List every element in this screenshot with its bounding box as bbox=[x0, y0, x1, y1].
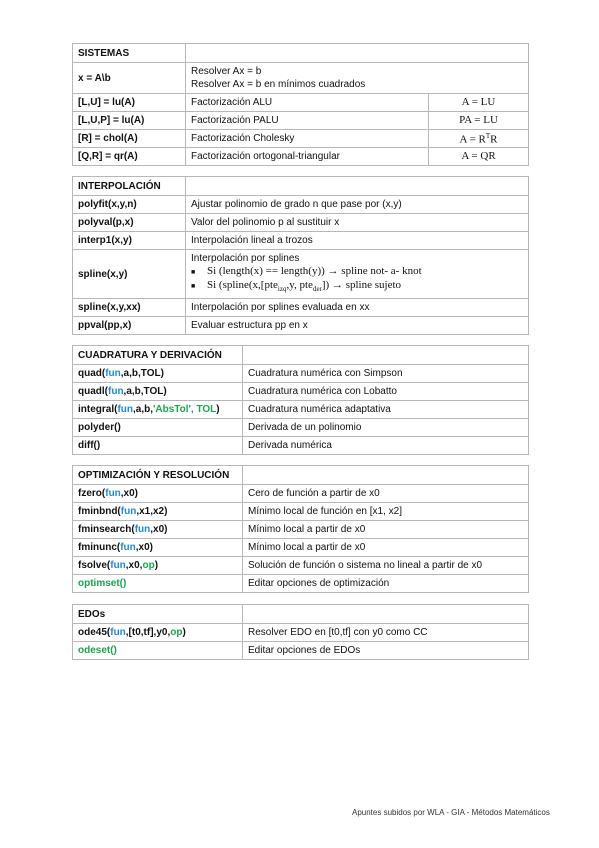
command-cell: fsolve(fun,x0,op) bbox=[73, 557, 243, 575]
table-row bbox=[73, 605, 529, 624]
table-row bbox=[73, 177, 529, 196]
description-cell: Factorización Cholesky bbox=[186, 130, 429, 148]
optimizacion-table bbox=[72, 465, 529, 593]
table-row bbox=[73, 112, 529, 130]
command-cell: x = A\b bbox=[73, 63, 186, 94]
math-cell: A = QR bbox=[429, 148, 529, 166]
command-cell: [L,U,P] = lu(A) bbox=[73, 112, 186, 130]
table-row bbox=[73, 94, 529, 112]
description-cell: Cuadratura numérica con Lobatto bbox=[243, 383, 529, 401]
table-row bbox=[73, 250, 529, 299]
command-cell: spline(x,y) bbox=[73, 250, 186, 299]
table-row bbox=[73, 148, 529, 166]
table-row bbox=[73, 419, 529, 437]
table-row bbox=[73, 485, 529, 503]
bullet-item: ■ Si (length(x) == length(y)) → spline not- a- knot bbox=[191, 264, 422, 277]
description-cell: Resolver EDO en [t0,tf] con y0 como CC bbox=[243, 624, 529, 642]
table-row bbox=[73, 437, 529, 455]
table-row bbox=[73, 232, 529, 250]
description-cell: Resolver Ax = b Resolver Ax = b en mínimos cuadrados bbox=[186, 63, 529, 94]
command-cell: interp1(x,y) bbox=[73, 232, 186, 250]
table-row bbox=[73, 130, 529, 148]
description-cell: Valor del polinomio p al sustituir x bbox=[186, 214, 529, 232]
math-cell: A = LU bbox=[429, 94, 529, 112]
table-row bbox=[73, 383, 529, 401]
section-title: EDOs bbox=[73, 605, 243, 624]
table-row bbox=[73, 503, 529, 521]
section-title: INTERPOLACIÓN bbox=[73, 177, 186, 196]
table-row bbox=[73, 642, 529, 660]
description-cell: Factorización PALU bbox=[186, 112, 429, 130]
command-cell: [R] = chol(A) bbox=[73, 130, 186, 148]
description-cell: Mínimo local de función en [x1, x2] bbox=[243, 503, 529, 521]
bullet-item: ■ Si (spline(x,[pte$_{izq}$,y, pte$_{der}$]) → spline sujeto bbox=[191, 278, 402, 294]
table-row bbox=[73, 575, 529, 593]
table-row bbox=[73, 521, 529, 539]
description-cell: Derivada numérica bbox=[243, 437, 529, 455]
command-cell: ode45(fun,[t0,tf],y0,op) bbox=[73, 624, 243, 642]
command-cell: quad(fun,a,b,TOL) bbox=[73, 365, 243, 383]
table-row bbox=[73, 346, 529, 365]
table-row bbox=[73, 44, 529, 63]
section-title: OPTIMIZACIÓN Y RESOLUCIÓN bbox=[73, 466, 243, 485]
description-cell: Editar opciones de EDOs bbox=[243, 642, 529, 660]
table-row bbox=[73, 196, 529, 214]
description-cell: Factorización ALU bbox=[186, 94, 429, 112]
description-cell: Cuadratura numérica con Simpson bbox=[243, 365, 529, 383]
table-row bbox=[73, 365, 529, 383]
command-cell: optimset() bbox=[73, 575, 243, 593]
sistemas-table bbox=[72, 43, 529, 166]
command-cell: polyder() bbox=[73, 419, 243, 437]
description-cell: Mínimo local a partir de x0 bbox=[243, 539, 529, 557]
command-cell: fminunc(fun,x0) bbox=[73, 539, 243, 557]
table-row bbox=[73, 466, 529, 485]
command-cell: polyfit(x,y,n) bbox=[73, 196, 186, 214]
description-cell: Derivada de un polinomio bbox=[243, 419, 529, 437]
command-cell: spline(x,y,xx) bbox=[73, 299, 186, 317]
command-cell: fminsearch(fun,x0) bbox=[73, 521, 243, 539]
math-cell: PA = LU bbox=[429, 112, 529, 130]
command-cell: [Q,R] = qr(A) bbox=[73, 148, 186, 166]
description-cell: Ajustar polinomio de grado n que pase por (x,y) bbox=[186, 196, 529, 214]
section-title: SISTEMAS bbox=[73, 44, 186, 63]
table-row bbox=[73, 63, 529, 94]
table-row bbox=[73, 557, 529, 575]
interpolacion-table bbox=[72, 176, 529, 335]
command-cell: ppval(pp,x) bbox=[73, 317, 186, 335]
description-cell: Interpolación lineal a trozos bbox=[186, 232, 529, 250]
command-cell: quadl(fun,a,b,TOL) bbox=[73, 383, 243, 401]
table-row bbox=[73, 624, 529, 642]
command-cell: polyval(p,x) bbox=[73, 214, 186, 232]
command-cell: fzero(fun,x0) bbox=[73, 485, 243, 503]
description-cell: Cero de función a partir de x0 bbox=[243, 485, 529, 503]
description-cell: Interpolación por splines evaluada en xx bbox=[186, 299, 529, 317]
table-row bbox=[73, 401, 529, 419]
table-row bbox=[73, 299, 529, 317]
section-title: CUADRATURA Y DERIVACIÓN bbox=[73, 346, 243, 365]
math-cell: $A = R^TR$ bbox=[429, 130, 529, 148]
command-cell: diff() bbox=[73, 437, 243, 455]
command-cell: integral(fun,a,b,'AbsTol', TOL) bbox=[73, 401, 243, 419]
description-cell: Cuadratura numérica adaptativa bbox=[243, 401, 529, 419]
table-row bbox=[73, 539, 529, 557]
table-row bbox=[73, 317, 529, 335]
command-cell: fminbnd(fun,x1,x2) bbox=[73, 503, 243, 521]
description-cell: Evaluar estructura pp en x bbox=[186, 317, 529, 335]
command-cell: odeset() bbox=[73, 642, 243, 660]
description-cell: Solución de función o sistema no lineal a partir de x0 bbox=[243, 557, 529, 575]
cuadratura-table bbox=[72, 345, 529, 455]
description-cell: Editar opciones de optimización bbox=[243, 575, 529, 593]
page-footer: Apuntes subidos por WLA - GIA - Métodos Matemáticos bbox=[352, 808, 550, 817]
edos-table bbox=[72, 604, 529, 660]
command-cell: [L,U] = lu(A) bbox=[73, 94, 186, 112]
description-cell: Interpolación por splines ■ Si (length(x) == length(y)) → spline not- a- knot ■ Si (spline(x,[pte$_{izq}$,y, pte$_{der}$]) → spline sujeto bbox=[186, 250, 529, 299]
description-cell: Mínimo local a partir de x0 bbox=[243, 521, 529, 539]
table-row bbox=[73, 214, 529, 232]
description-cell: Factorización ortogonal-triangular bbox=[186, 148, 429, 166]
